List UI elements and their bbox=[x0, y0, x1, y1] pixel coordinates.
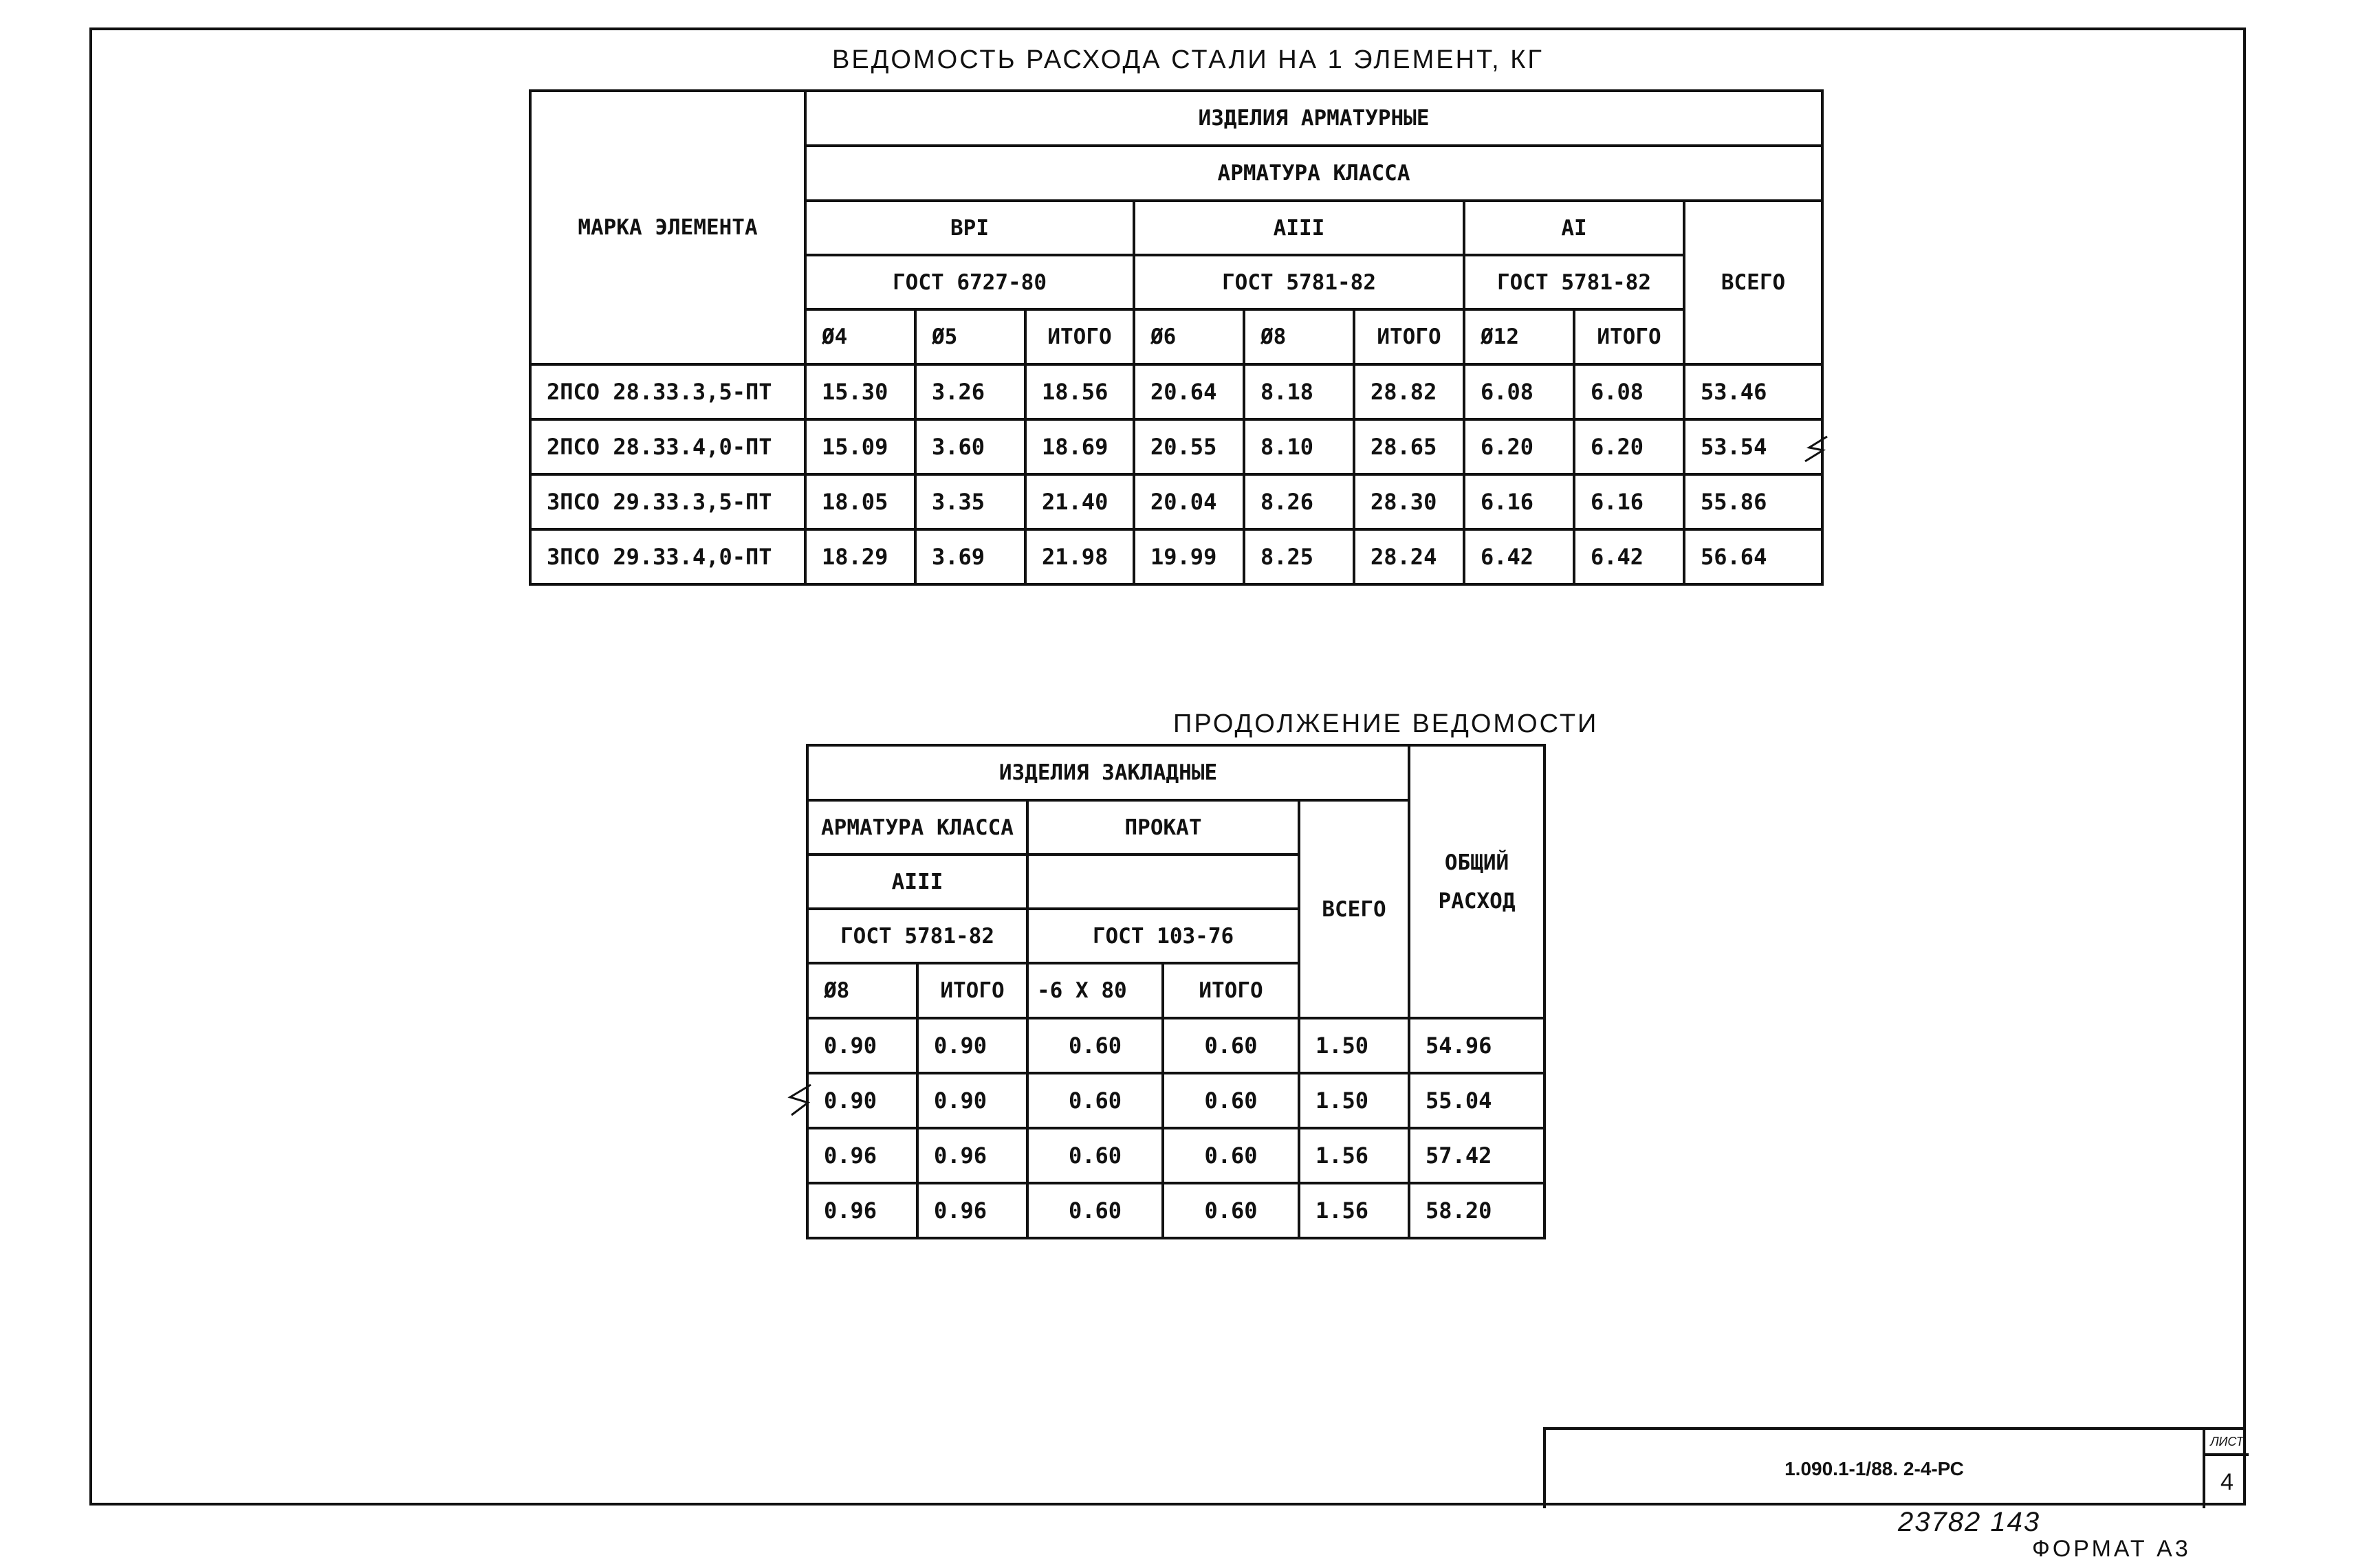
table-row bbox=[530, 364, 1822, 419]
col-header: ИТОГО bbox=[1163, 963, 1299, 1018]
cell: 0.96 bbox=[917, 1183, 1027, 1238]
col-header: Ø5 bbox=[915, 309, 1025, 364]
cell: 0.60 bbox=[1027, 1128, 1163, 1183]
cell: 0.96 bbox=[807, 1183, 917, 1238]
rebar-class-header: АРМАТУРА КЛАССА bbox=[807, 800, 1027, 854]
col-header: ИТОГО bbox=[1574, 309, 1684, 364]
cell: 1.56 bbox=[1299, 1183, 1409, 1238]
cell: 18.05 bbox=[805, 474, 915, 529]
cell: 1.56 bbox=[1299, 1128, 1409, 1183]
cell: 55.86 bbox=[1684, 474, 1822, 529]
cell: 1.50 bbox=[1299, 1018, 1409, 1073]
col-header: -6 Х 80 bbox=[1027, 963, 1163, 1018]
element-mark-header: МАРКА ЭЛЕМЕНТА bbox=[530, 91, 805, 364]
overall-consumption-header bbox=[1409, 745, 1544, 1018]
row-mark: 3ПСО 29.33.4,0-ПТ bbox=[530, 529, 805, 584]
cell: 0.60 bbox=[1027, 1183, 1163, 1238]
cell: 8.25 bbox=[1244, 529, 1354, 584]
cell: 56.64 bbox=[1684, 529, 1822, 584]
cell: 8.26 bbox=[1244, 474, 1354, 529]
overall-header-line1: ОБЩИЙ bbox=[1444, 850, 1509, 875]
cell: 19.99 bbox=[1134, 529, 1244, 584]
cell: 18.56 bbox=[1025, 364, 1134, 419]
cell: 3.26 bbox=[915, 364, 1025, 419]
cell: 6.08 bbox=[1574, 364, 1684, 419]
cell: 0.90 bbox=[917, 1073, 1027, 1128]
cell: 0.60 bbox=[1163, 1128, 1299, 1183]
cell: 0.60 bbox=[1163, 1018, 1299, 1073]
cell: 18.69 bbox=[1025, 419, 1134, 474]
cell: 53.54 bbox=[1684, 419, 1822, 474]
break-line-icon bbox=[780, 1079, 822, 1121]
table2-title: ПРОДОЛЖЕНИЕ ВЕДОМОСТИ bbox=[1173, 709, 1599, 738]
cell: 8.10 bbox=[1244, 419, 1354, 474]
steel-consumption-table bbox=[529, 89, 1824, 586]
cell: 6.08 bbox=[1464, 364, 1574, 419]
cell: 0.96 bbox=[807, 1128, 917, 1183]
table-row bbox=[807, 1018, 1544, 1073]
rebar-class-value: AIII bbox=[807, 854, 1027, 909]
cell: 53.46 bbox=[1684, 364, 1822, 419]
cell: 3.60 bbox=[915, 419, 1025, 474]
table-row bbox=[530, 474, 1822, 529]
cell: 3.35 bbox=[915, 474, 1025, 529]
table-row bbox=[530, 529, 1822, 584]
cell: 3.69 bbox=[915, 529, 1025, 584]
cell: 0.90 bbox=[807, 1073, 917, 1128]
cell: 58.20 bbox=[1409, 1183, 1544, 1238]
row-mark: 2ПСО 28.33.3,5-ПТ bbox=[530, 364, 805, 419]
cell: 57.42 bbox=[1409, 1128, 1544, 1183]
cell: 54.96 bbox=[1409, 1018, 1544, 1073]
cell: 8.18 bbox=[1244, 364, 1354, 419]
group-a1-gost: ГОСТ 5781-82 bbox=[1464, 255, 1684, 309]
table-row bbox=[807, 1073, 1544, 1128]
col-header: Ø8 bbox=[807, 963, 917, 1018]
col-header: ИТОГО bbox=[1354, 309, 1464, 364]
table-row bbox=[807, 1128, 1544, 1183]
cell: 18.29 bbox=[805, 529, 915, 584]
cell: 15.30 bbox=[805, 364, 915, 419]
cell: 6.16 bbox=[1574, 474, 1684, 529]
rolled-steel-header: ПРОКАТ bbox=[1027, 800, 1299, 854]
group-a3-gost: ГОСТ 5781-82 bbox=[1134, 255, 1464, 309]
cell: 1.50 bbox=[1299, 1073, 1409, 1128]
group-vr1-gost: ГОСТ 6727-80 bbox=[805, 255, 1134, 309]
products-header: ИЗДЕЛИЯ АРМАТУРНЫЕ bbox=[805, 91, 1822, 146]
cell: 28.82 bbox=[1354, 364, 1464, 419]
cell: 21.40 bbox=[1025, 474, 1134, 529]
cell: 0.60 bbox=[1163, 1073, 1299, 1128]
cell: 0.90 bbox=[807, 1018, 917, 1073]
title-block bbox=[1543, 1427, 2246, 1508]
cell: 21.98 bbox=[1025, 529, 1134, 584]
cell: 28.65 bbox=[1354, 419, 1464, 474]
paper-format: ФОРМАТ А3 bbox=[2032, 1536, 2191, 1562]
cell: 6.16 bbox=[1464, 474, 1574, 529]
cell: 20.64 bbox=[1134, 364, 1244, 419]
rebar-class-header: АРМАТУРА КЛАССА bbox=[805, 146, 1822, 201]
group-vr1-class: ВРI bbox=[805, 201, 1134, 255]
cell: 20.55 bbox=[1134, 419, 1244, 474]
col-header: ИТОГО bbox=[1025, 309, 1134, 364]
cell: 0.90 bbox=[917, 1018, 1027, 1073]
col-header: Ø6 bbox=[1134, 309, 1244, 364]
group-a3-class: AIII bbox=[1134, 201, 1464, 255]
rolled-gost: ГОСТ 103-76 bbox=[1027, 909, 1299, 963]
cell: 6.20 bbox=[1464, 419, 1574, 474]
col-header: ИТОГО bbox=[917, 963, 1027, 1018]
rebar-gost: ГОСТ 5781-82 bbox=[807, 909, 1027, 963]
cell: 20.04 bbox=[1134, 474, 1244, 529]
cell: 55.04 bbox=[1409, 1073, 1544, 1128]
row-mark: 3ПСО 29.33.3,5-ПТ bbox=[530, 474, 805, 529]
col-header: Ø8 bbox=[1244, 309, 1354, 364]
table-row bbox=[530, 419, 1822, 474]
cell: 28.24 bbox=[1354, 529, 1464, 584]
cell: 28.30 bbox=[1354, 474, 1464, 529]
sheet-number: 4 bbox=[2220, 1469, 2234, 1495]
sheet-box bbox=[2203, 1430, 2249, 1508]
overall-header-line2: РАСХОД bbox=[1438, 888, 1516, 914]
total-header: ВСЕГО bbox=[1299, 800, 1409, 1018]
cell: 6.20 bbox=[1574, 419, 1684, 474]
break-line-icon bbox=[1798, 430, 1839, 471]
cell: 0.60 bbox=[1027, 1018, 1163, 1073]
document-code: 1.090.1-1/88. 2-4-РС bbox=[1784, 1458, 1964, 1479]
table1-title: ВЕДОМОСТЬ РАСХОДА СТАЛИ НА 1 ЭЛЕМЕНТ, КГ bbox=[832, 45, 1544, 74]
group-a1-class: AI bbox=[1464, 201, 1684, 255]
rolled-class-empty bbox=[1027, 854, 1299, 909]
col-header: Ø12 bbox=[1464, 309, 1574, 364]
steel-consumption-continuation-table bbox=[806, 744, 1546, 1239]
cell: 6.42 bbox=[1574, 529, 1684, 584]
cell: 0.96 bbox=[917, 1128, 1027, 1183]
cell: 6.42 bbox=[1464, 529, 1574, 584]
total-header: ВСЕГО bbox=[1684, 201, 1822, 364]
col-header: Ø4 bbox=[805, 309, 915, 364]
cell: 15.09 bbox=[805, 419, 915, 474]
sheet-label: ЛИСТ bbox=[2205, 1430, 2249, 1456]
row-mark: 2ПСО 28.33.4,0-ПТ bbox=[530, 419, 805, 474]
table-row bbox=[807, 1183, 1544, 1238]
inventory-number: 23782 143 bbox=[1898, 1507, 2041, 1537]
cell: 0.60 bbox=[1027, 1073, 1163, 1128]
embedded-products-header: ИЗДЕЛИЯ ЗАКЛАДНЫЕ bbox=[807, 745, 1409, 800]
cell: 0.60 bbox=[1163, 1183, 1299, 1238]
